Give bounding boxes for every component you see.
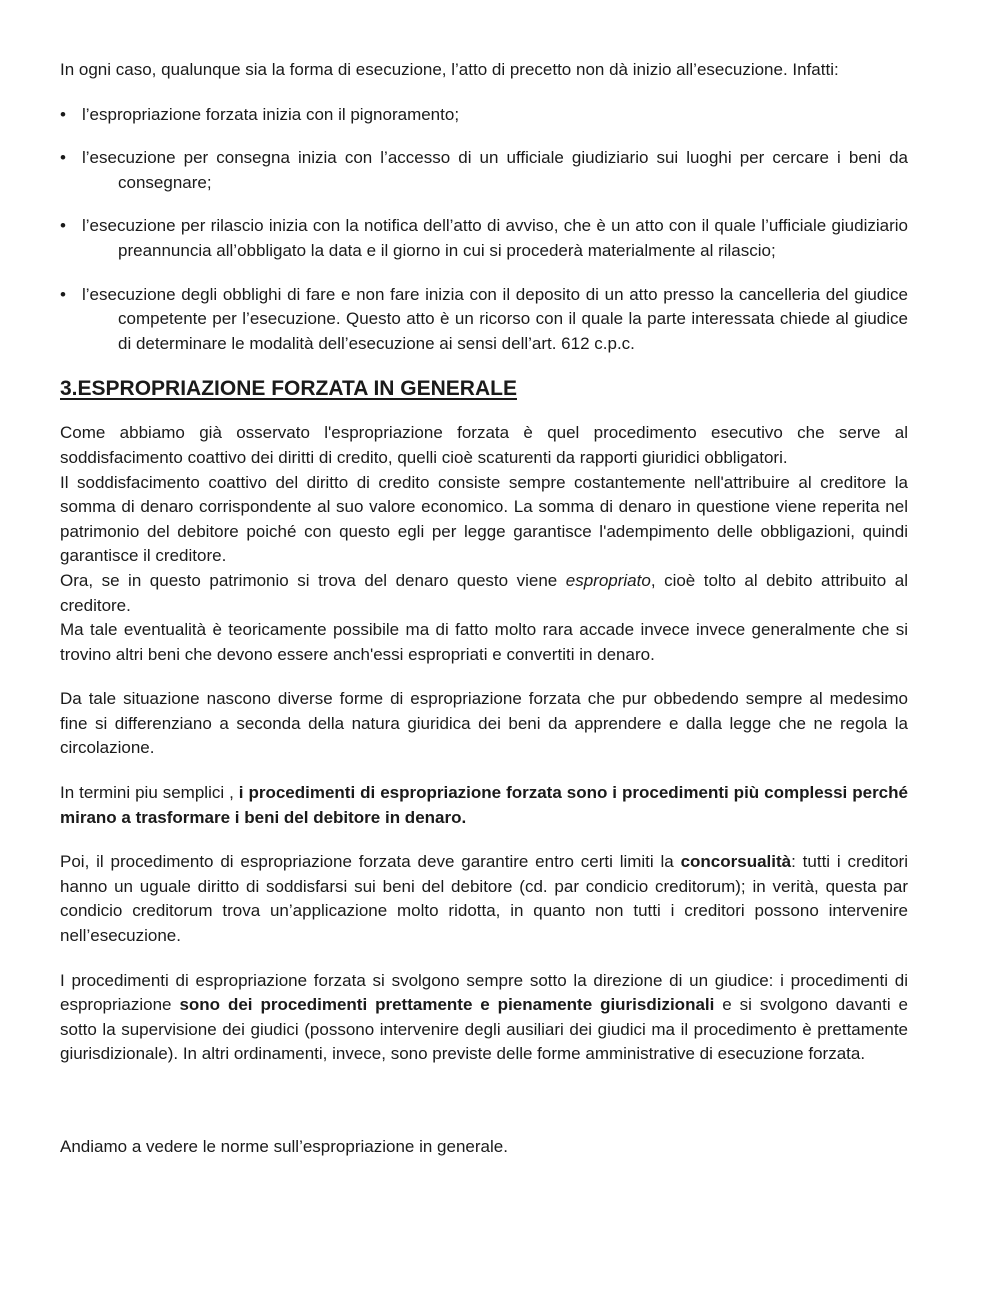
paragraph-line: Il soddisfacimento coattivo del diritto di credito consiste sempre costantemente nell'attribuire al creditore la somma di denaro corrispondente al suo valore economico. La somma di denaro in questione viene reperita nel patrimonio del debitore poiché con questo egli per legge garantisce l'adempimento delle obbligazioni, quindi garantisce il creditore. [60, 472, 908, 566]
bullet-icon: • [60, 104, 66, 124]
text-run: I procedimenti di espropriazione forzata si svolgono sempre sotto la direzione di un giudice: i procedimenti di espropriazione [60, 970, 908, 1015]
paragraph-definition [60, 421, 908, 667]
document-page [60, 58, 908, 1160]
paragraph-line: Ma tale eventualità è teoricamente possibile ma di fatto molto rara accade invece invece generalmente che si trovino altri beni che devono essere anch'essi espropriati e convertiti in denaro. [60, 620, 908, 664]
spacer [60, 1087, 908, 1135]
list-item-text: l’esecuzione degli obblighi di fare e non fare inizia con il deposito di un atto presso la cancelleria del giudice competente per l’esecuzione. Questo atto è un ricorso con il quale la parte interessata chiede al giudice di determinare le modalità dell’esecuzione ai sensi dell’art. 612 c.p.c. [82, 284, 908, 353]
closing-line: Andiamo a vedere le norme sull’espropriazione in generale. [60, 1137, 508, 1156]
bold-text: i procedimenti di espropriazione forzata sono i procedimenti più complessi perché mirano a trasformare i beni del debitore in denaro. [60, 783, 908, 827]
list-item-text: l’esecuzione per rilascio inizia con la notifica dell’atto di avviso, che è un atto con il quale l’ufficiale giudiziario preannuncia all’obbligato la data e il giorno in cui si procederà materialmente al rilascio; [82, 216, 908, 260]
paragraph-line: Come abbiamo già osservato l'espropriazione forzata è quel procedimento esecutivo che serve al soddisfacimento coattivo dei diritti di credito, quelli cioè scaturenti da rapporti giuridici obbligatori. [60, 423, 908, 467]
paragraph-giurisdizionali [60, 969, 908, 1067]
text-run: e si svolgono davanti e sotto la supervisione dei giudici (possono intervenire degli ausiliari dei giudici ma il procedimento è prettamente giurisdizionale). In altri ordinamenti, invece, sono previste delle forme amministrative di esecuzione forzata. [60, 995, 908, 1064]
list-item-text: l’esecuzione per consegna inizia con l’accesso di un ufficiale giudiziario sui luoghi per cercare i beni da consegnare; [82, 148, 908, 192]
paragraph-summary [60, 781, 908, 830]
section-heading: 3.ESPROPRIAZIONE FORZATA IN GENERALE [60, 377, 517, 401]
text-run: Ora, se in questo patrimonio si trova del denaro questo viene [60, 570, 566, 590]
list-item [60, 103, 908, 128]
text-run: Poi, il procedimento di espropriazione forzata deve garantire entro certi limiti la [60, 852, 681, 872]
list-item [60, 283, 908, 357]
paragraph-line [60, 569, 908, 618]
list-item [60, 214, 908, 263]
list-item [60, 146, 908, 195]
text-run: , cioè tolto al debito attribuito al creditore. [60, 570, 908, 615]
bold-text: sono dei procedimenti prettamente e pienamente giurisdizionali [179, 995, 715, 1015]
bullet-icon: • [60, 216, 66, 236]
bold-term: concorsualità [680, 852, 792, 872]
italic-term: espropriato [565, 570, 651, 590]
bullet-icon: • [60, 284, 66, 304]
paragraph-forms: Da tale situazione nascono diverse forme di espropriazione forzata che pur obbedendo sempre al medesimo fine si differenziano a seconda della natura giuridica dei beni da apprendere e dalla legge che ne regola la circolazione. [60, 689, 908, 758]
list-item-text: l’espropriazione forzata inizia con il pignoramento; [82, 104, 460, 124]
bullet-icon: • [60, 148, 66, 168]
intro-paragraph: In ogni caso, qualunque sia la forma di esecuzione, l’atto di precetto non dà inizio all’esecuzione. Infatti: [60, 60, 839, 79]
text-run: In termini piu semplici , [60, 783, 239, 803]
bullet-list [60, 103, 908, 357]
text-run: : tutti i creditori hanno un uguale diritto di soddisfarsi sui beni del debitore (cd. par condicio creditorum); in verità, questa par condicio creditorum trova un’applicazione molto ridotta, in quanto non tutti i creditori possono intervenire nell’esecuzione. [60, 852, 908, 946]
paragraph-concorsualita [60, 850, 908, 948]
